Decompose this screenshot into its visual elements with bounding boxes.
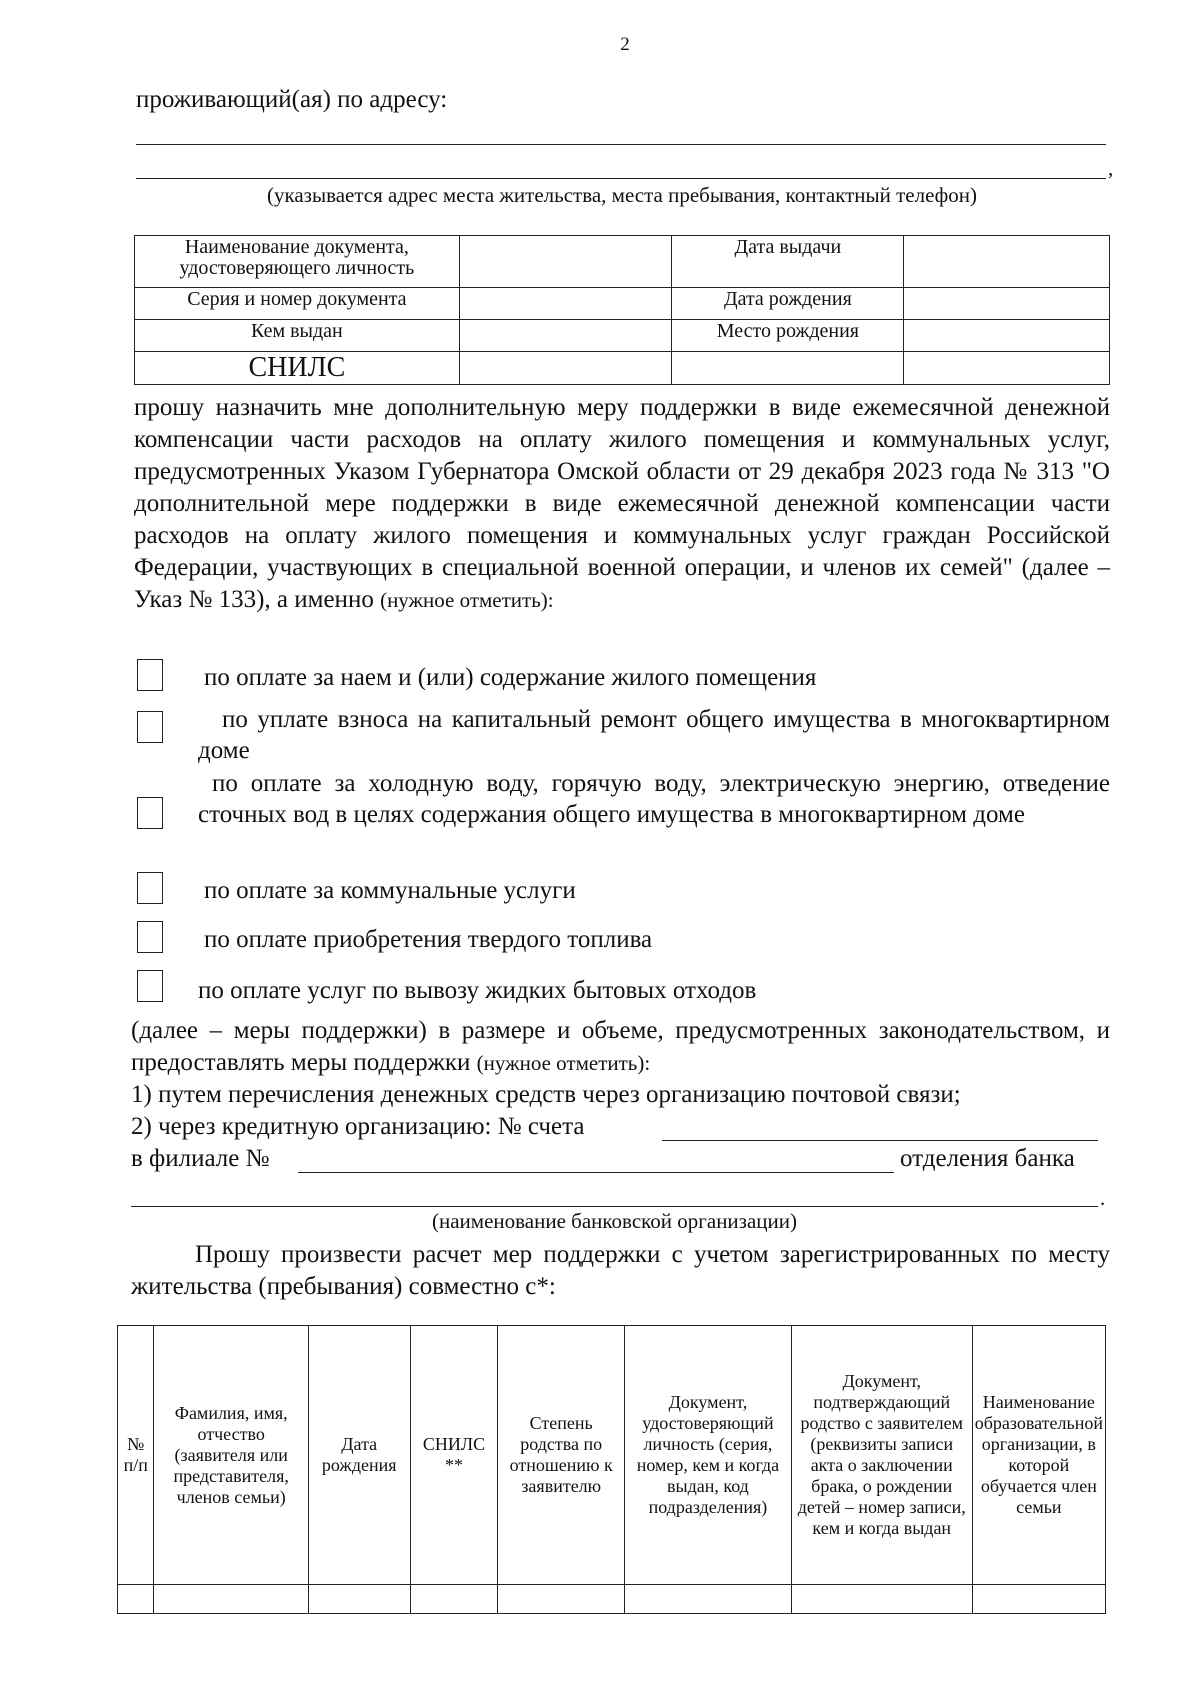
checkbox-utilities-common[interactable]: [137, 797, 163, 829]
cell-birth-date[interactable]: [308, 1585, 410, 1614]
request-text: прошу назначить мне дополнительную меру поддержки в виде ежемесячной денежной компенсации части расходов на оплату жилого помещения и коммунальных услуг, предусмотренных Указом Губернатора Омской области от 29 декабря 2023 года № 313 "О дополнительной мере поддержки в виде ежемесячной денежной компенсации части расходов на оплату жилого помещения и коммунальных услуг граждан Российской Федерации, участвующих в специальной военной операции, и членов их семей" (далее – Указ № 133), а именно: [134, 394, 1110, 613]
account-number-line[interactable]: [662, 1140, 1098, 1141]
payment-method-post: 1) путем перечисления денежных средств через организацию почтовой связи;: [131, 1081, 961, 1108]
address-line-2[interactable]: [136, 178, 1106, 179]
measures-note: (нужное отметить):: [476, 1051, 651, 1075]
cell-kinship-document[interactable]: [791, 1585, 972, 1614]
address-comma: ,: [1108, 156, 1114, 180]
checkbox-capital-repair[interactable]: [137, 711, 163, 743]
branch-number-line[interactable]: [298, 1172, 894, 1173]
cell-identity-document[interactable]: [625, 1585, 792, 1614]
label-snils: СНИЛС: [135, 352, 460, 385]
option-solid-fuel: по оплате приобретения твердого топлива: [204, 926, 653, 953]
identity-document-table: [134, 235, 1110, 385]
header-kinship: Степень родства по отношению к заявителю: [498, 1326, 625, 1585]
option-utilities-common: по оплате за холодную воду, горячую воду, электрическую энергию, отведение сточных вод в целях содержания общего имущества в многоквартирном доме: [198, 770, 1110, 828]
label-issued-by: Кем выдан: [135, 320, 460, 352]
cell-row-number[interactable]: [118, 1585, 154, 1614]
header-identity-document: Документ, удостоверяющий личность (серия, номер, кем и когда выдан, код подразделения): [625, 1326, 792, 1585]
header-birth-date: Дата рождения: [308, 1326, 410, 1585]
measures-paragraph: [131, 1015, 1110, 1079]
cell-snils[interactable]: [410, 1585, 498, 1614]
request-note: (нужное отметить):: [380, 588, 554, 612]
label-document-name: Наименование документа, удостоверяющего личность: [135, 236, 460, 288]
address-label: проживающий(ая) по адресу:: [136, 86, 448, 113]
payment-method-bank: 2) через кредитную организацию: № счета: [131, 1113, 585, 1140]
label-series-number: Серия и номер документа: [135, 288, 460, 320]
field-birth-place[interactable]: [904, 320, 1110, 352]
page-number: 2: [620, 34, 630, 55]
bank-name-dot: .: [1100, 1186, 1106, 1210]
cell-educational-organization[interactable]: [972, 1585, 1105, 1614]
checkbox-rent[interactable]: [137, 659, 163, 691]
checkbox-liquid-waste[interactable]: [137, 970, 163, 1002]
address-hint: (указывается адрес места жительства, места пребывания, контактный телефон): [266, 183, 978, 207]
measures-text: (далее – меры поддержки) в размере и объеме, предусмотренных законодательством, и предоставлять меры поддержки: [131, 1017, 1110, 1076]
header-kinship-document: Документ, подтверждающий родство с заявителем (реквизиты записи акта о заключении брака, о рождении детей – номер записи, кем и когда выдан: [791, 1326, 972, 1585]
option-capital-repair: по уплате взноса на капитальный ремонт общего имущества в многоквартирном доме: [198, 706, 1110, 764]
bank-name-line[interactable]: [131, 1206, 1098, 1207]
checkbox-communal-services[interactable]: [137, 872, 163, 904]
cell-full-name[interactable]: [154, 1585, 308, 1614]
address-line-1[interactable]: [136, 144, 1106, 145]
header-snils: СНИЛС **: [410, 1326, 498, 1585]
field-snils[interactable]: [459, 352, 672, 385]
option-rent: по оплате за наем и (или) содержание жилого помещения: [204, 664, 817, 691]
label-birth-date: Дата рождения: [672, 288, 904, 320]
header-full-name: Фамилия, имя, отчество (заявителя или представителя, членов семьи): [154, 1326, 308, 1585]
branch-label: в филиале №: [131, 1145, 270, 1172]
checkbox-solid-fuel[interactable]: [137, 921, 163, 953]
bank-name-hint: (наименование банковской организации): [432, 1209, 797, 1233]
header-row-number: № п/п: [118, 1326, 154, 1585]
header-educational-organization: Наименование образовательной организации, в которой обучается член семьи: [972, 1326, 1105, 1585]
family-members-table: [117, 1325, 1106, 1614]
field-snils-extra-1[interactable]: [672, 352, 904, 385]
bank-department-label: отделения банка: [900, 1145, 1075, 1172]
label-birth-place: Место рождения: [672, 320, 904, 352]
cell-kinship[interactable]: [498, 1585, 625, 1614]
option-communal-services: по оплате за коммунальные услуги: [204, 877, 576, 904]
field-snils-extra-2[interactable]: [904, 352, 1110, 385]
request-paragraph: [134, 392, 1110, 616]
field-series-number[interactable]: [459, 288, 672, 320]
field-issued-by[interactable]: [459, 320, 672, 352]
calc-request-paragraph: Прошу произвести расчет мер поддержки с учетом зарегистрированных по месту жительства (пребывания) совместно с*:: [131, 1241, 1110, 1300]
field-document-name[interactable]: [459, 236, 672, 288]
table-row: [118, 1585, 1106, 1614]
field-birth-date[interactable]: [904, 288, 1110, 320]
label-issue-date: Дата выдачи: [672, 236, 904, 288]
field-issue-date[interactable]: [904, 236, 1110, 288]
option-liquid-waste: по оплате услуг по вывозу жидких бытовых отходов: [198, 977, 757, 1004]
